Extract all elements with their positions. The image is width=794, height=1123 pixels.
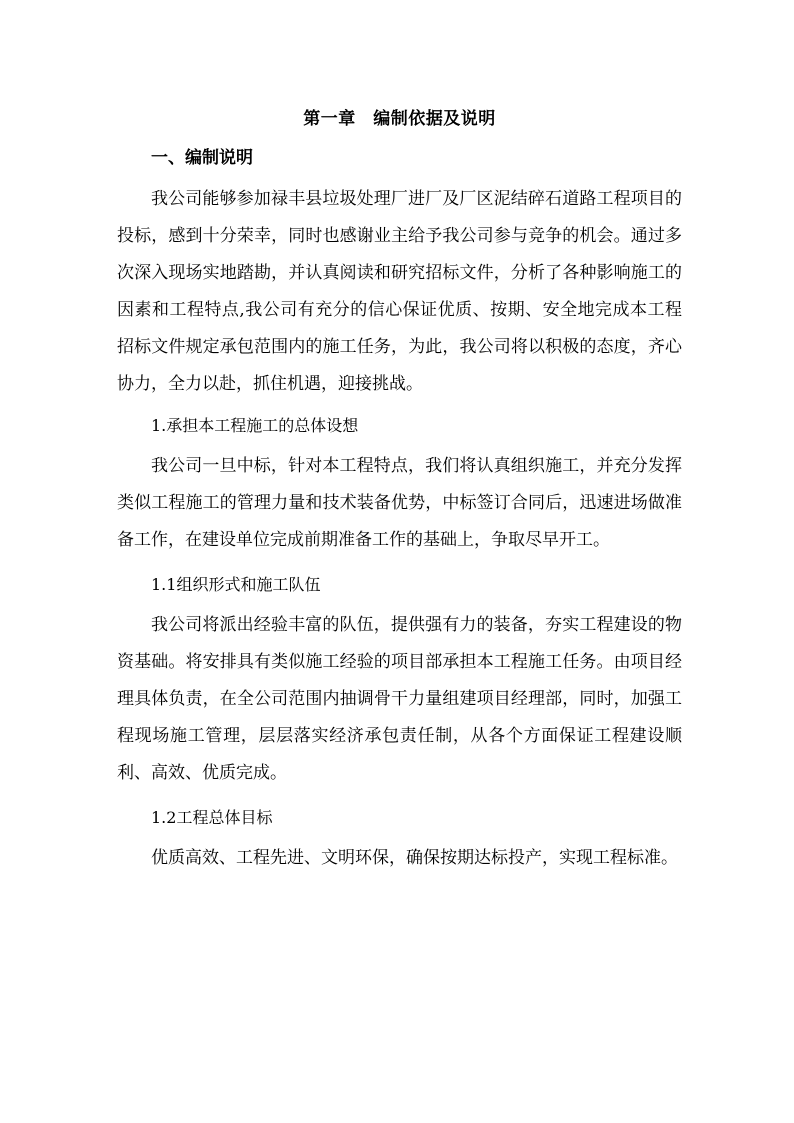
- chapter-title: 第一章 编制依据及说明: [303, 109, 496, 129]
- overall-idea-paragraph: 我公司一旦中标，针对本工程特点，我们将认真组织施工，并充分发挥类似工程施工的管理力量和技术装备优势，中标签订合同后，迅速进场做准备工作，在建设单位完成前期准备工作的基础上，争取尽早开工。: [117, 456, 682, 550]
- section-heading: 一、编制说明: [151, 148, 253, 168]
- intro-paragraph: 我公司能够参加禄丰县垃圾处理厂进厂及厂区泥结碎石道路工程项目的投标，感到十分荣幸，同时也感谢业主给予我公司参与竞争的机会。通过多次深入现场实地踏勘，并认真阅读和研究招标文件，分析了各种影响施工的因素和工程特点,我公司有充分的信心保证优质、按期、安全地完成本工程招标文件规定承包范围内的施工任务，为此，我公司将以积极的态度，齐心协力，全力以赴，抓住机遇，迎接挑战。: [117, 189, 682, 394]
- subheading-goals: 1.2工程总体目标: [151, 808, 273, 827]
- subheading-organization: 1.1组织形式和施工队伍: [151, 575, 321, 594]
- goals-paragraph: 优质高效、工程先进、文明环保，确保按期达标投产，实现工程标准。: [151, 848, 678, 868]
- subheading-overall-idea: 1.承担本工程施工的总体设想: [151, 416, 359, 435]
- document-body: [117, 100, 682, 877]
- organization-paragraph: 我公司将派出经验丰富的队伍，提供强有力的装备，夯实工程建设的物资基础。将安排具有类似施工经验的项目部承担本工程施工任务。由项目经理具体负责，在全公司范围内抽调骨干力量组建项目经理部，同时，加强工程现场施工管理，层层落实经济承包责任制，从各个方面保证工程建设顺利、高效、优质完成。: [117, 615, 682, 783]
